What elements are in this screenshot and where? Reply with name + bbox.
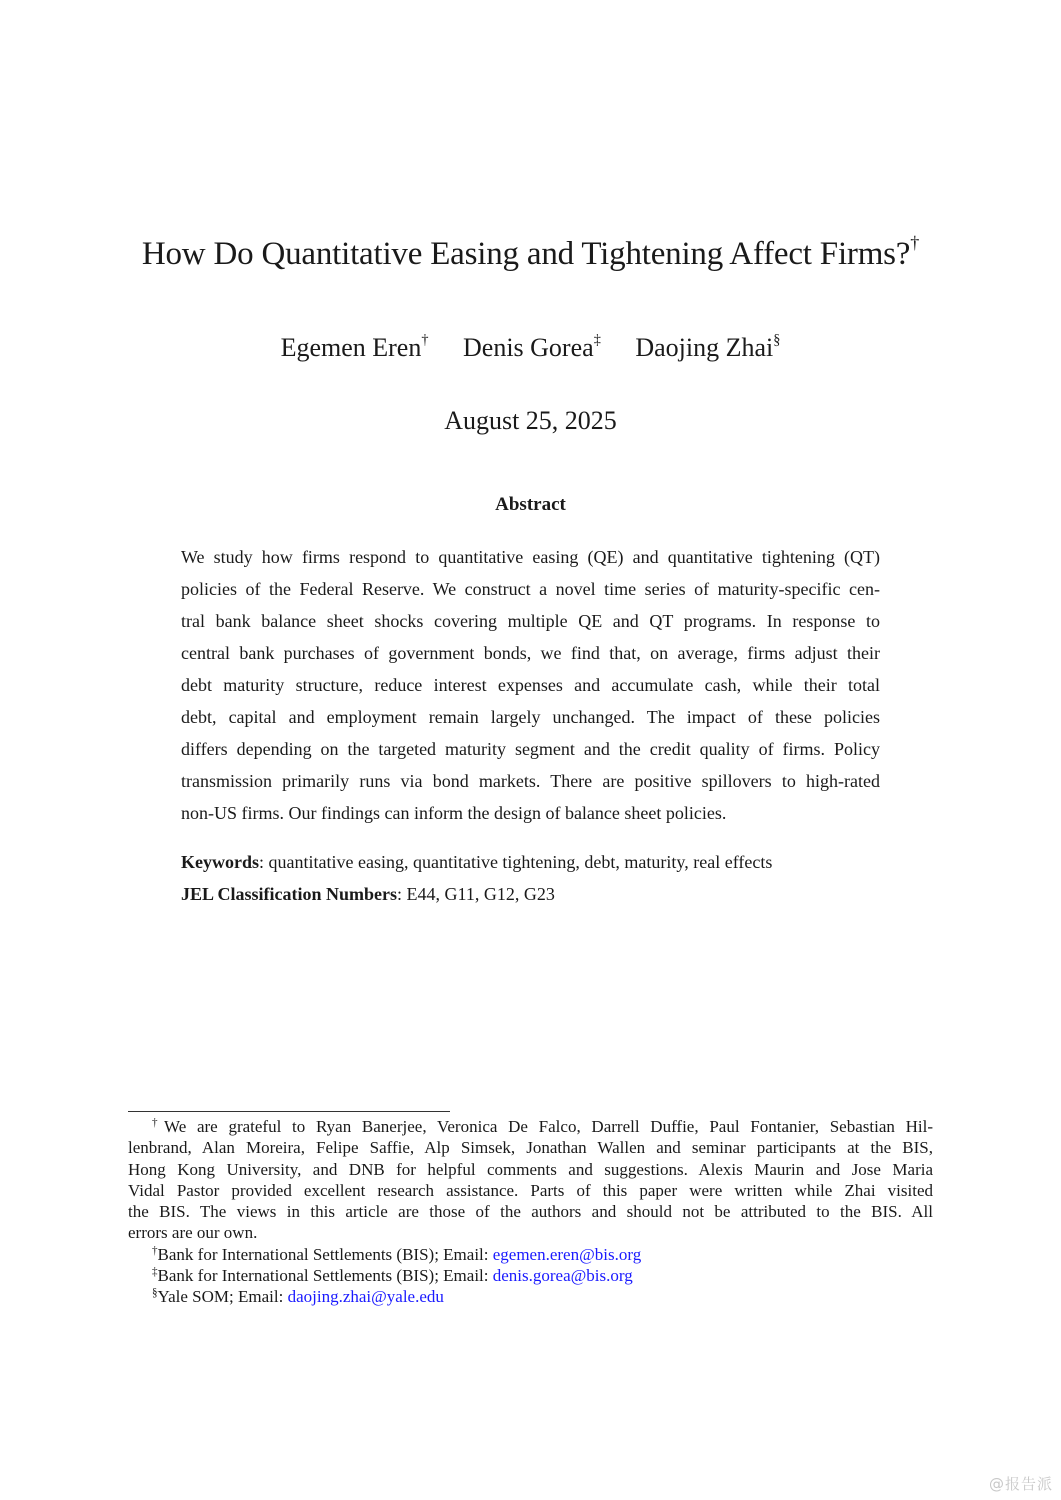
abstract-line: policies of the Federal Reserve. We construct a novel time series of maturity-specific cen- — [181, 579, 880, 599]
footnote-line — [128, 1116, 933, 1137]
footnote-text: We are grateful to Ryan Banerjee, Veronica De Falco, Darrell Duffie, Paul Fontanier, Sebastian Hil- — [164, 1117, 933, 1136]
abstract-line: non-US firms. Our findings can inform the design of balance sheet policies. — [181, 803, 727, 823]
author-footnote-mark: † — [421, 331, 429, 348]
abstract-line: tral bank balance sheet shocks covering multiple QE and QT programs. In response to — [181, 611, 880, 631]
author-name: Daojing Zhai — [635, 333, 774, 362]
footnote-mark: § — [152, 1287, 158, 1300]
footnote-affiliation — [128, 1265, 933, 1286]
author-name: Egemen Eren — [280, 333, 422, 362]
keywords-value: : quantitative easing, quantitative tightening, debt, maturity, real effects — [259, 852, 773, 872]
abstract-line: debt maturity structure, reduce interest expenses and accumulate cash, while their total — [181, 675, 880, 695]
paper-title-text: How Do Quantitative Easing and Tightening Affect Firms? — [141, 236, 911, 272]
paper-metadata — [181, 846, 880, 910]
footnotes — [128, 1116, 933, 1308]
author-list — [0, 331, 1061, 365]
affiliation-text: Bank for International Settlements (BIS); Email: — [157, 1266, 493, 1286]
abstract-body — [181, 541, 880, 829]
footnote-divider — [128, 1111, 450, 1112]
footnote-mark: † — [152, 1244, 158, 1257]
abstract-line: differs depending on the targeted maturity segment and the credit quality of firms. Policy — [181, 739, 880, 759]
paper-date: August 25, 2025 — [444, 406, 617, 435]
email-link-gorea[interactable]: denis.gorea@bis.org — [492, 1266, 633, 1286]
footnote-line: lenbrand, Alan Moreira, Felipe Saffie, Alp Simsek, Jonathan Wallen and seminar participants at the BIS, — [128, 1138, 933, 1158]
author — [635, 331, 780, 365]
footnote-line: errors are our own. — [128, 1223, 258, 1243]
author-footnote-mark: ‡ — [593, 331, 601, 348]
email-link-eren[interactable]: egemen.eren@bis.org — [492, 1244, 642, 1264]
author-footnote-mark: § — [773, 331, 781, 348]
keywords-label: Keywords — [181, 852, 259, 872]
title-footnote-mark: † — [910, 232, 920, 253]
footnote-mark: † — [152, 1116, 165, 1129]
author — [281, 331, 429, 365]
abstract-line: transmission primarily runs via bond markets. There are positive spillovers to high-rated — [181, 771, 880, 791]
watermark: @报告派 — [988, 1475, 1053, 1493]
affiliation-text: Yale SOM; Email: — [157, 1287, 288, 1307]
email-link-zhai[interactable]: daojing.zhai@yale.edu — [287, 1287, 444, 1307]
keywords-row — [181, 846, 880, 878]
abstract-line: central bank purchases of government bonds, we find that, on average, firms adjust their — [181, 643, 880, 663]
footnote-line: Hong Kong University, and DNB for helpful comments and suggestions. Alexis Maurin and Jose Maria — [128, 1159, 933, 1179]
footnote-mark: ‡ — [152, 1266, 158, 1279]
jel-value: : E44, G11, G12, G23 — [397, 884, 555, 904]
author-name: Denis Gorea — [463, 333, 594, 362]
abstract-heading: Abstract — [495, 494, 566, 515]
footnote-affiliation — [128, 1286, 933, 1307]
paper-title — [0, 232, 1061, 276]
footnote-line: the BIS. The views in this article are those of the authors and should not be attributed to the BIS. All — [128, 1202, 933, 1222]
abstract-line: debt, capital and employment remain largely unchanged. The impact of these policies — [181, 707, 880, 727]
affiliation-text: Bank for International Settlements (BIS); Email: — [157, 1244, 493, 1264]
jel-label: JEL Classification Numbers — [181, 884, 398, 904]
jel-row — [181, 878, 880, 910]
author — [463, 331, 601, 365]
footnote-affiliation — [128, 1244, 933, 1265]
footnote-line: Vidal Pastor provided excellent research assistance. Parts of this paper were written while Zhai visited — [128, 1180, 933, 1200]
abstract-line: We study how firms respond to quantitative easing (QE) and quantitative tightening (QT) — [181, 547, 880, 567]
